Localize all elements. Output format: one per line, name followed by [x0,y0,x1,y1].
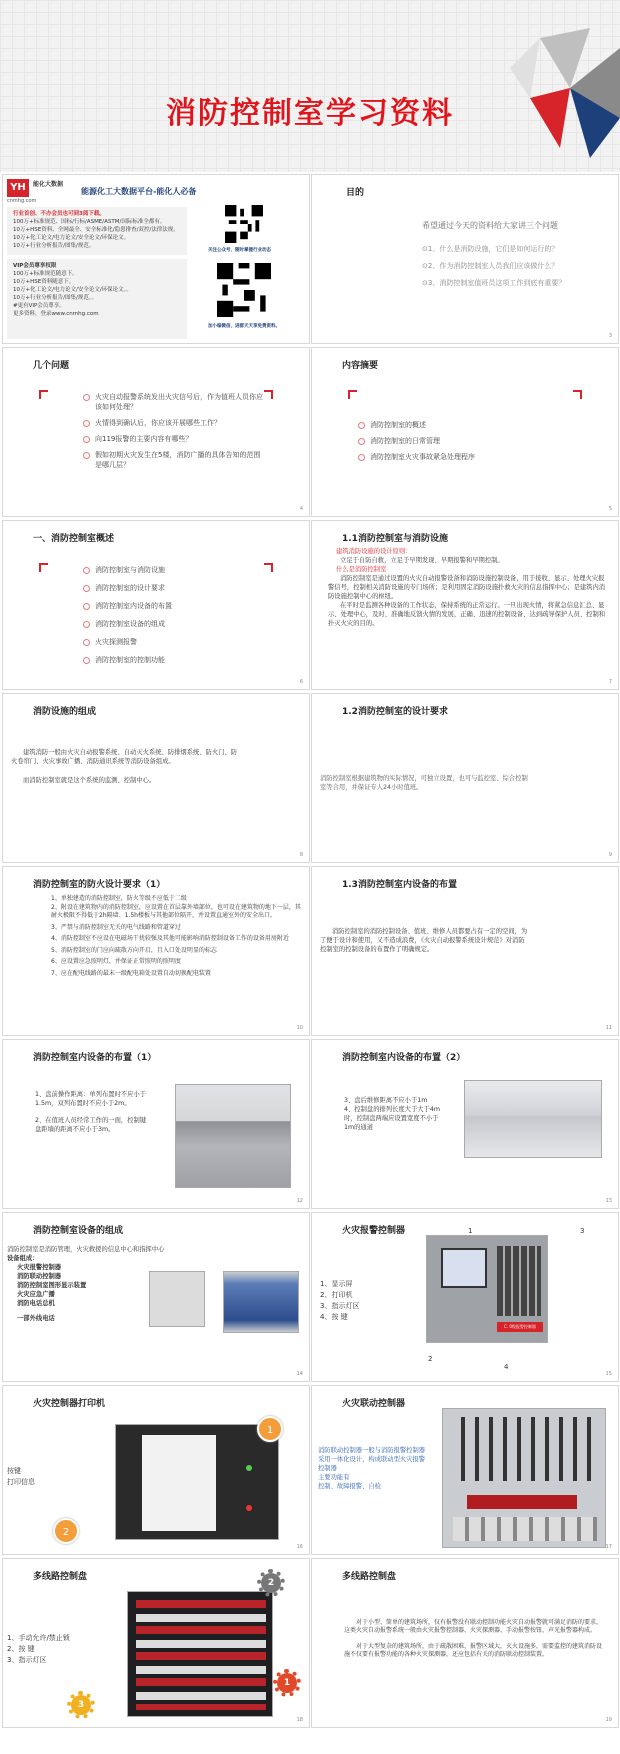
callout-1: 1 [257,1416,283,1442]
slide-body [328,547,608,628]
slide-title: 1.3消防控制室内设备的布置 [342,880,457,890]
ad-title: 行业首创、不办会员也可到3阅下载。 [13,211,105,217]
bracket-decoration [264,563,273,572]
callout-4: 4 [504,1363,509,1371]
slide-layout-2 [311,1039,619,1209]
page-number: 11 [605,1025,612,1031]
page-number: 6 [299,679,303,685]
slide-title: 1.2消防控制室的设计要求 [342,707,448,717]
slide-title: 消防控制室内设备的布置（2） [342,1053,466,1063]
page-number: 19 [605,1717,612,1723]
printer-photo [115,1424,279,1540]
fire-design-item: 3、严禁与消防控制室无关的电气线路和管道穿过 [51,923,181,931]
principle-text: 立足于自防自救，立足于早期发现、早期报警和早期控制。 [340,557,504,564]
qr1-caption: 关注公众号，随时掌握行业动态 [208,248,271,253]
equipment-item: 火灾报警控制器 [17,1264,62,1271]
fire-design-list [51,895,301,978]
status-led [246,1465,252,1471]
slide-title: 火灾联动控制器 [342,1399,406,1409]
callout-1: 1 [273,1669,301,1697]
printer-paper [142,1435,216,1531]
page-number: 5 [608,506,612,512]
fire-design-item: 4、消防控制室不应设在电磁场干扰较强及其他可能影响消防控制设备工作的设备用房附近 [51,935,289,942]
callout-2: 2 [428,1355,433,1363]
equipment-item: 火灾应急广播 [17,1291,55,1298]
fire-alarm-controller-photo [426,1235,548,1343]
layout-rule: 1、盘前操作距离：单列布置时不应小于1.5m，双列布置时不应小于2m。 [35,1091,147,1107]
bracket-decoration [264,390,273,399]
slide-ad [2,174,310,344]
question-item: 火灾自动报警系统发出火灾信号后，作为值班人员你应该如何处理？ [83,392,263,412]
qr-code-icon [217,263,271,317]
summary-item: 消防控制室火灾事故紧急处理程序 [358,452,578,462]
purpose-list [422,241,565,292]
button-grid [136,1600,266,1710]
equipment-item: 消防电话总机 [17,1300,55,1307]
slide-title: 消防控制室设备的组成 [33,1226,124,1236]
slide-fire-alarm-controller [311,1212,619,1382]
page-number: 17 [605,1544,612,1550]
vip-box [7,259,187,339]
linkage-functions: 控制、故障报警、自检 [318,1483,381,1490]
printer-labels [7,1466,35,1488]
page-number: 18 [296,1717,303,1723]
printer-label: 按键 [7,1467,21,1475]
page-number: 7 [608,679,612,685]
layout-rule: 2、在值班人员经常工作的一面，控制键盘距墙的距离不应小于3m。 [35,1117,147,1133]
purpose-item: ⊙2、作为消防控制室人员我们应该做什么？ [422,262,559,270]
ad-line: 100万+标准规范、国标/行标/ASME/ASTM/国际标准全都有。 [13,219,166,225]
slide-title: 几个问题 [33,361,70,371]
overview-item: 消防控制室与消防设施 [83,565,263,575]
question-item: 火情得到确认后，你应该开展哪些工作？ [83,418,263,428]
printer-label: 打印信息 [7,1478,35,1486]
linkage-text: 消防联动控制器一般与消防报警控制器采用一体化设计，构成联动型火灾报警控制器 [318,1447,426,1472]
slide-title: 目的 [346,188,365,198]
slide-title: 消防控制室内设备的布置（1） [33,1053,157,1063]
more-link[interactable]: 更多资料，登录www.cnmhg.com [13,311,99,317]
slide-design-requirements [311,693,619,863]
slide-layout-1 [2,1039,310,1209]
summary-list [358,420,578,468]
qr-code-icon [225,205,263,243]
slide-body [35,1090,147,1134]
slide-title: 火灾控制器打印机 [33,1399,106,1409]
brand-name: 能化大数据 [33,181,64,188]
purpose-item: ⊙1、什么是消防设施，它们是如何运行的？ [422,245,559,253]
equipment-intro: 消防控制室是消防管理，火灾救援的信息中心和指挥中心 [7,1246,165,1253]
purpose-item: ⊙3、消防控制室值班员这项工作到底有重要？ [422,279,566,287]
vip-line: 10万+HSE资料随意下。 [13,279,75,285]
summary-item: 消防控制室的概述 [358,420,578,430]
slide-title: 火灾报警控制器 [342,1226,406,1236]
principle-heading: 建筑消防设施的设计原则： [336,548,412,555]
page-number: 3 [608,333,612,339]
page-number: 13 [605,1198,612,1204]
equipment-heading: 设备组成： [7,1255,39,1262]
equipment-extra: 一部外线电话 [17,1315,55,1322]
fire-design-item: 2、附设在建筑物内的消防控制室，应设置在首层靠外墙部位，也可设在建筑物的地下一层，其耐火极限不得低于2h隔墙、1.5h楼板与其他部位隔开，并设置直通室外的安全出口。 [51,903,301,919]
composition-text: 建筑消防一般由火灾自动报警系统、自动灭火系统、防排烟系统、防火门、防火卷帘门、火灾事故广播、消防通讯系统等消防设备组成。 [11,749,238,765]
definition-heading: 什么是消防控制室 [336,566,387,573]
page-number: 14 [296,1371,303,1377]
vip-more: #更有VIP会员尊享。 [13,303,65,309]
definition-text: 消防控制室是通过设置的火灾自动报警设备和消防设施控制设备，用于接收、显示、处理火灾报警信号，控制相关消防设施的专门场所；是利用固定消防设施扑救火灾的信息指挥中心；是建筑内消防设施控制中心的枢纽。 [328,575,606,600]
page-number: 4 [299,506,303,512]
slide-fire-design [2,866,310,1036]
panel-part: 2、按 键 [7,1645,35,1653]
design-text: 消防控制室根据建筑物的实际情况，可独立设置，也可与监控室、综合控制室等合用，并保证专人24小时值班。 [320,775,528,791]
slide-summary [311,347,619,517]
page-number: 16 [296,1544,303,1550]
overview-item: 消防控制室内设备的布置 [83,601,263,611]
vip-line: 10万+行业分析报告/图集/规范。。 [13,295,98,301]
document-title: 消防控制室学习资料 [166,96,454,131]
ad-box [7,207,187,255]
slide-overview [2,520,310,690]
slide-body [344,1619,604,1659]
slide-printer [2,1385,310,1555]
slide-linkage-controller [311,1385,619,1555]
status-led [246,1505,252,1511]
fire-design-item: 6、应设置应急照明灯，并保证正常照明的照明度 [51,958,181,965]
question-list [83,392,263,476]
overview-item: 消防控制室的设计要求 [83,583,263,593]
slide-body [318,1446,430,1491]
indicator-area [497,1246,541,1316]
large-building-text: 对于大型复杂的建筑场所，由于疏散困难、报警区域大，灭火设施多，需要监控的建筑消防设施不仅要有报警功能的各种火灾探测器，还应包括有关的消防联动控制装置。 [344,1643,603,1658]
controller-part: 1、显示屏 [320,1280,353,1288]
ad-line: 10万+化工论文/电力论文/安全论文/环保论文。 [13,235,130,241]
fire-design-item: 1、单独建造的消防控制室，防火等级不应低于二级 [51,895,187,902]
summary-item: 消防控制室的日常管理 [358,436,578,446]
monitor-photo [223,1271,299,1333]
slide-title: 多线路控制盘 [342,1572,397,1582]
slide-body [344,1096,440,1132]
slide-multiline-panel-text [311,1558,619,1728]
equipment-item: 消防控制室图形显示装置 [17,1282,87,1289]
purpose-intro: 希望通过今天的资料给大家讲三个问题 [422,221,558,230]
page-number: 9 [608,852,612,858]
qr2-caption: 加小编微信，进群天天享免费资料。 [208,324,280,329]
slide-facility-composition [2,693,310,863]
vip-line: 100万+标准规范随意下。 [13,271,78,277]
slide-title: 消防设施的组成 [33,707,97,717]
slide-control-room-facilities [311,520,619,690]
page-number: 10 [296,1025,303,1031]
slide-title: 内容摘要 [342,361,379,371]
bracket-decoration [39,563,48,572]
meter-row [453,1517,597,1541]
fire-design-item: 5、消防控制室的门应向疏散方向开启，且入口处设明显的标志 [51,946,217,954]
display-screen [441,1248,487,1288]
overview-item: 消防控制室设备的组成 [83,619,263,629]
question-item: 向119报警的主要内容有哪些？ [83,434,263,444]
bracket-decoration [348,390,357,399]
multiline-panel-photo [127,1591,273,1717]
callout-2: 2 [257,1569,285,1597]
slide-layout [311,866,619,1036]
layout-text: 消防控制室的消防控制设备、值班、维修人员都要占有一定的空间，为了便于设计和使用，又不造成浪费，《火灾自动报警系统设计规范》对消防控制室的控制设备的布置作了明确规定。 [320,928,528,953]
page-number: 15 [605,1371,612,1377]
bracket-decoration [573,390,582,399]
slide-multiline-panel [2,1558,310,1728]
slide-questions [2,347,310,517]
controller-part: 2、打印机 [320,1291,353,1299]
callout-3: 3 [67,1691,95,1719]
layout-rule: 3、盘后维修距离不应小于1m [344,1097,428,1104]
brand-logo: YH [7,179,29,197]
control-room-photo [175,1084,291,1188]
callout-1: 1 [468,1227,473,1235]
overview-item: 消防控制室的控制功能 [83,655,263,665]
button-rows [451,1417,599,1481]
controller-parts [320,1279,359,1323]
slide-title: 1.1消防控制室与消防设施 [342,534,448,544]
function-text: 在平时是监测各种设备的工作状态，保持系统的正常运行。一旦出现火情，将紧急信息汇总、显示、处理中心，及时、准确地反馈火情的发展，正确、迅速的控制设备、达到疏导保护人员、控制和扑灭火灾的目的。 [328,602,606,627]
small-building-text: 对于小型、简单的建筑场所，仅有报警没有联动控制功能火灾自动报警就可满足消防的要求，这类火灾自动报警系统一般由火灾报警控制器、火灾探测器、手动报警按钮、声光报警器构成。 [344,1619,603,1634]
slide-title: 多线路控制盘 [33,1572,88,1582]
vip-title: VIP会员尊享权限 [13,263,57,269]
brand-site: cnmhg.com [7,198,37,204]
page-number: 12 [296,1198,303,1204]
linkage-controller-photo [442,1408,606,1548]
ad-line: 10万+行业分析报告/图集/规范。 [13,243,95,249]
bracket-decoration [39,390,48,399]
callout-2: 2 [53,1518,79,1544]
slide-title: 消防控制室的防火设计要求（1） [33,880,166,890]
panel-label: C. 0级报警控制器 [497,1322,543,1332]
linkage-heading: 主要功能有 [318,1474,350,1481]
panel-strip [467,1495,577,1509]
question-item: 假如初期火灾发生在5楼，消防广播的具体告知的范围是哪几层？ [83,450,263,470]
panel-part: 1、手动允许/禁止锁 [7,1634,70,1642]
platform-title: 能源化工大数据平台-能化人必备 [81,187,197,196]
vip-line: 10万+化工论文/电力论文/安全论文/环保论文。。 [13,287,132,293]
composition-note: 而消防控制室就是这个系统的监测、控制中心。 [23,777,156,784]
callout-3: 3 [580,1227,585,1235]
fire-panel-photo [149,1271,205,1327]
page-number: 8 [299,852,303,858]
panel-part: 3、指示灯区 [7,1656,47,1664]
overview-list [83,565,263,673]
equipment-item: 消防联动控制器 [17,1273,62,1280]
panel-parts [7,1633,70,1666]
slide-title: 一、消防控制室概述 [33,534,115,544]
control-room-photo [464,1080,602,1158]
fire-design-item: 7、应在配电线路的最末一级配电箱处设置自动切换配电装置 [51,969,211,977]
controller-part: 3、指示灯区 [320,1302,360,1310]
ad-line: 10万+HSE资料、全网最全、安全标准化/隐患排查/双控/法律法规。 [13,227,179,233]
slide-equipment [2,1212,310,1382]
slide-body [11,748,241,785]
layout-rule: 4、控制盘的排列长度大于大于4m时，控制盘两端应设置宽度不小于1m的通道 [344,1106,441,1131]
controller-part: 4、按 键 [320,1313,348,1321]
overview-item: 火灾探测报警 [83,637,263,647]
slide-purpose [311,174,619,344]
